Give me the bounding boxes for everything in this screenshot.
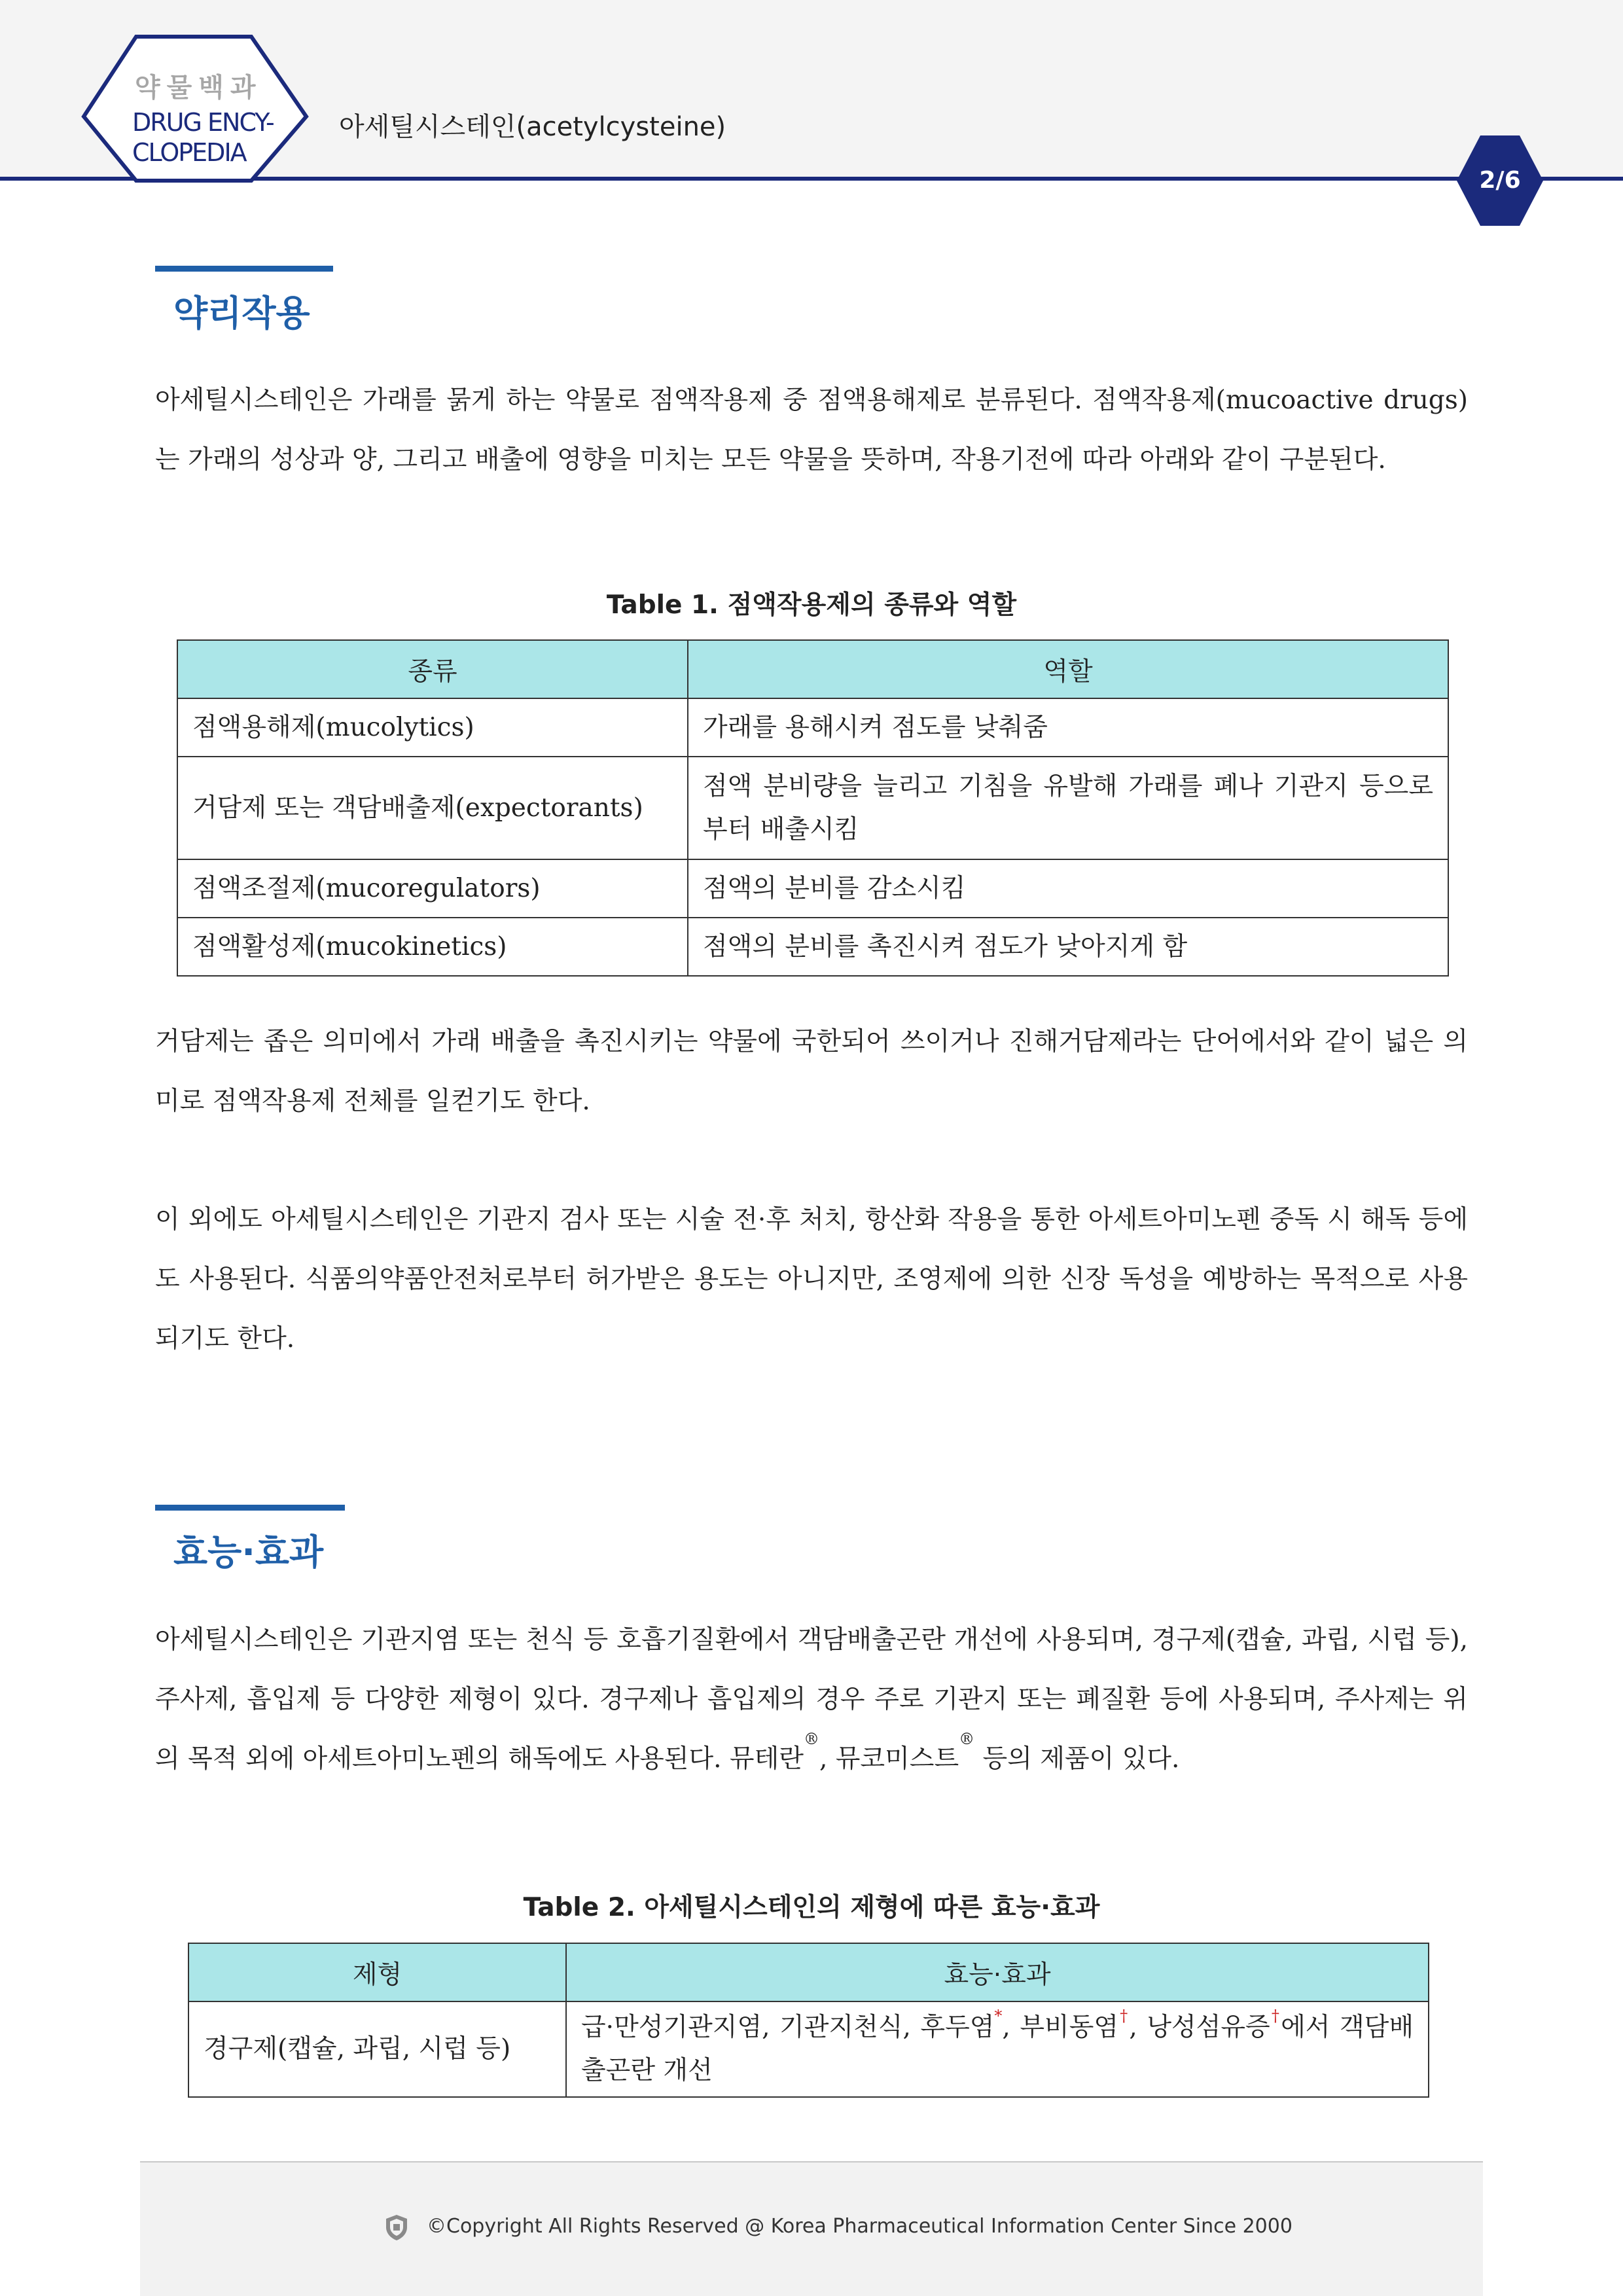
table-row — [177, 698, 1448, 757]
copyright-text: ©Copyright All Rights Reserved @ Korea Pharmaceutical Information Center Since 2000 — [427, 2215, 1293, 2238]
table1-cell-role: 점액 분비량을 늘리고 기침을 유발해 가래를 폐나 기관지 등으로부터 배출시킴 — [688, 757, 1448, 859]
table1-header-role: 역할 — [688, 640, 1448, 698]
footer-rule — [140, 2161, 1483, 2162]
logo-english-line2: CLOPEDIA — [132, 138, 246, 167]
footnote-mark: * — [994, 2007, 1003, 2025]
table2-header-form: 제형 — [188, 1943, 566, 2001]
table1-cell-type: 점액활성제(mucokinetics) — [177, 918, 688, 976]
table2-effect-text: 에서 객담배출곤란 개선 — [581, 2013, 1414, 2085]
section1-paragraph3: 이 외에도 아세틸시스테인은 기관지 검사 또는 시술 전·후 처치, 항산화 작용을 통한 아세트아미노펜 중독 시 해독 등에도 사용된다. 식품의약품안전처로부터 허가받은 용도는 아니지만, 조영제에 의한 신장 독성을 예방하는 목적으로 사용되기도 한다. — [155, 1205, 1468, 1354]
registered-mark: ® — [959, 1730, 975, 1748]
footnote-mark: † — [1270, 2007, 1281, 2025]
registered-mark: ® — [803, 1730, 819, 1748]
logo-korean-text: 약물백과 — [135, 73, 262, 103]
table2-cell-effect — [566, 2001, 1429, 2097]
table1-cell-type: 점액조절제(mucoregulators) — [177, 859, 688, 918]
table1-cell-role: 점액의 분비를 감소시킴 — [688, 859, 1448, 918]
table-row — [177, 757, 1448, 859]
table1-header-row — [177, 640, 1448, 698]
table2-header-effect: 효능·효과 — [566, 1943, 1429, 2001]
section2-paragraph1-text: 아세틸시스테인은 기관지염 또는 천식 등 호흡기질환에서 객담배출곤란 개선에 사용되며, 경구제(캡슐, 과립, 시럽 등), 주사제, 흡입제 등 다양한 제형이 있다. 경구제나 흡입제의 경우 주로 기관지 또는 폐질환 등에 사용되며, 주사제는 위의 목적 외에 아세트아미노펜의 해독에도 사용된다. 뮤테란 — [155, 1625, 1468, 1774]
table1-header-type: 종류 — [177, 640, 688, 698]
table1-cell-type: 거담제 또는 객담배출제(expectorants) — [177, 757, 688, 859]
table1-caption: Table 1. 점액작용제의 종류와 역할 — [606, 590, 1017, 620]
table1-cell-role: 점액의 분비를 촉진시켜 점도가 낮아지게 함 — [688, 918, 1448, 976]
section1-paragraph2: 거담제는 좁은 의미에서 가래 배출을 촉진시키는 약물에 국한되어 쓰이거나 진해거담제라는 단어에서와 같이 넓은 의미로 점액작용제 전체를 일컫기도 한다. — [155, 1027, 1468, 1116]
section1-title: 약리작용 — [173, 293, 310, 334]
table2-effect-text: , 낭성섬유증 — [1129, 2013, 1270, 2042]
section2-paragraph1-text: , 뮤코미스트 — [819, 1744, 959, 1774]
table-row — [177, 918, 1448, 976]
table1-cell-type: 점액용해제(mucolytics) — [177, 698, 688, 757]
table1 — [177, 639, 1449, 977]
table1-cell-role: 가래를 용해시켜 점도를 낮춰줌 — [688, 698, 1448, 757]
table2-header-row — [188, 1943, 1429, 2001]
section2-paragraph1-text: 등의 제품이 있다. — [974, 1744, 1180, 1774]
section2-accent-bar — [155, 1505, 345, 1511]
table2-caption: Table 2. 아세틸시스테인의 제형에 따른 효능·효과 — [523, 1893, 1100, 1922]
table2-effect-text: , 부비동염 — [1002, 2013, 1119, 2042]
table2-effect-text: 급·만성기관지염, 기관지천식, 후두염 — [581, 2013, 995, 2042]
footnote-mark: † — [1118, 2007, 1130, 2025]
table-row — [188, 2001, 1429, 2097]
page-number: 2/6 — [1479, 167, 1521, 194]
logo-english-line1: DRUG ENCY- — [132, 108, 274, 137]
section1-accent-bar — [155, 266, 333, 272]
document-title: 아세틸시스테인(acetylcysteine) — [339, 112, 726, 142]
section2-paragraph1 — [155, 1610, 1468, 1789]
table-row — [177, 859, 1448, 918]
table2-cell-form: 경구제(캡슐, 과립, 시럽 등) — [188, 2001, 566, 2097]
drug-encyclopedia-logo — [80, 34, 310, 183]
logo-english-text — [132, 107, 274, 168]
shield-emblem-icon — [382, 2213, 411, 2242]
section1-paragraph1: 아세틸시스테인은 가래를 묽게 하는 약물로 점액작용제 중 점액용해제로 분류된다. 점액작용제(mucoactive drugs)는 가래의 성상과 양, 그리고 배출에 영향을 미치는 모든 약물을 뜻하며, 작용기전에 따라 아래와 같이 구분된다. — [155, 386, 1468, 475]
page-number-badge — [1455, 134, 1544, 227]
table2 — [188, 1943, 1429, 2098]
section2-title: 효능·효과 — [173, 1532, 324, 1573]
